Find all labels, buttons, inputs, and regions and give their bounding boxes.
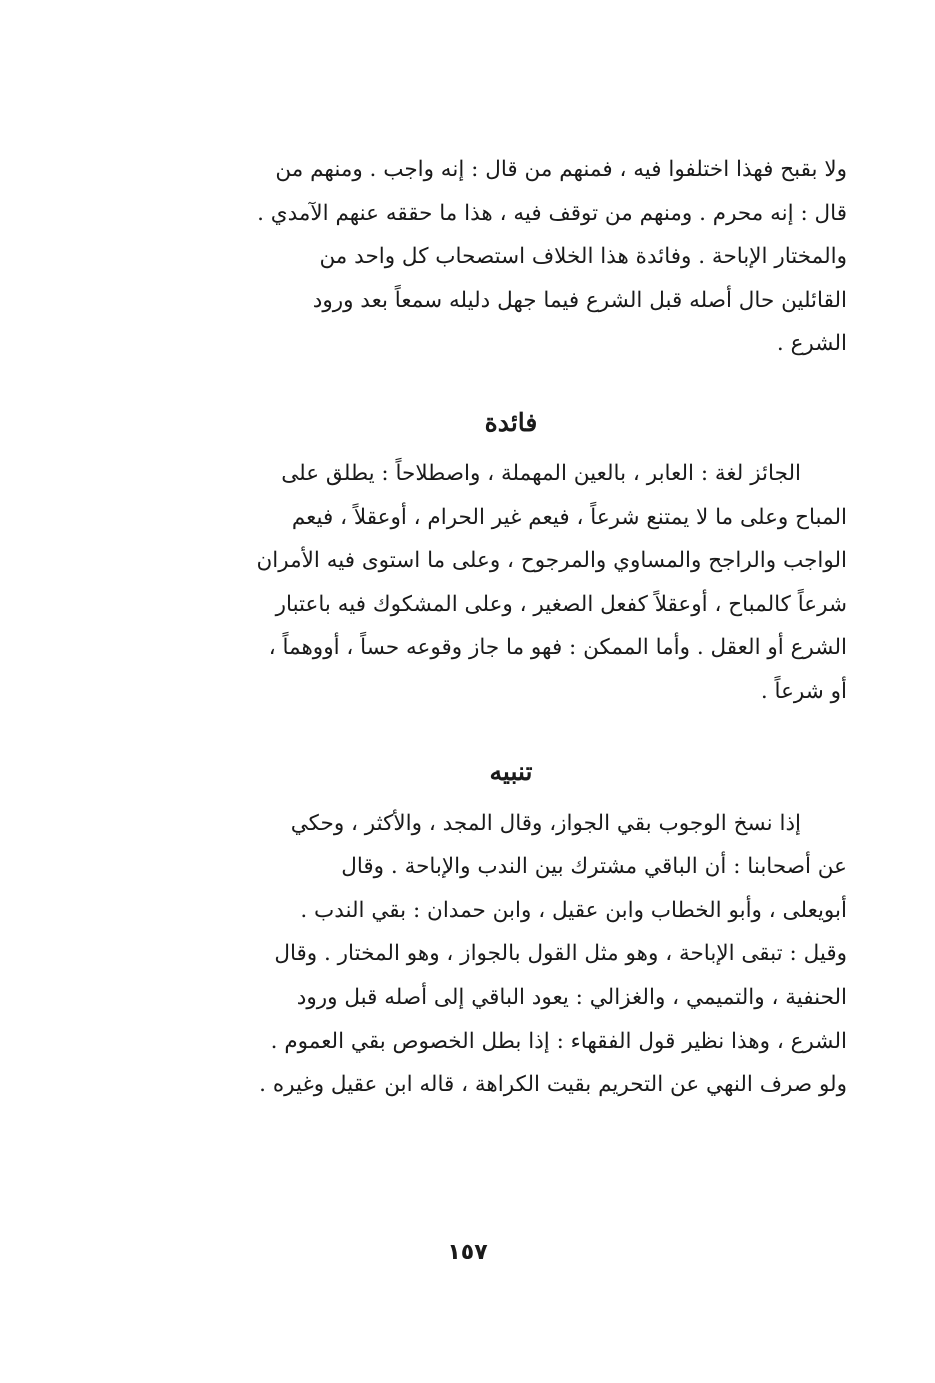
text-line: أو شرعاً . <box>760 678 847 704</box>
paragraph-intro <box>175 148 847 366</box>
text-line: الواجب والراجح والمساوي والمرجوح ، وعلى ما استوى فيه الأمران <box>256 548 847 574</box>
section-heading-tanbih: تنبيه <box>489 756 533 786</box>
text-line: الشرع . <box>776 331 847 357</box>
paragraph-naskh <box>175 802 847 1107</box>
text-line: قال : إنه محرم . ومنهم من توقف فيه ، هذا ما حققه عنهم الآمدي . <box>257 200 847 226</box>
page-number: ١٥٧ <box>447 1240 488 1265</box>
section-heading-faida: فائدة <box>484 407 538 437</box>
text-line: القائلين حال أصله قبل الشرع فيما جهل دليله سمعاً بعد ورود <box>312 287 847 313</box>
text-line: الشرع ، وهذا نظير قول الفقهاء : إذا بطل الخصوص بقي العموم . <box>270 1028 847 1054</box>
text-line: أبويعلى ، وأبو الخطاب وابن عقيل ، وابن حمدان : بقي الندب . <box>300 897 847 923</box>
text-line: والمختار الإباحة . وفائدة هذا الخلاف استصحاب كل واحد من <box>319 244 847 270</box>
text-line: الشرع أو العقل . وأما الممكن : فهو ما جاز وقوعه حساً ، أووهماً ، <box>268 635 847 661</box>
text-line: وقيل : تبقى الإباحة ، وهو مثل القول بالجواز ، وهو المختار . وقال <box>274 941 847 967</box>
text-line: ولا بقبح فهذا اختلفوا فيه ، فمنهم من قال : إنه واجب . ومنهم من <box>275 157 847 182</box>
text-line: الجائز لغة : العابر ، بالعين المهملة ، واصطلاحاً : يطلق على <box>281 460 801 486</box>
text-line: إذا نسخ الوجوب بقي الجواز، وقال المجد ، والأكثر ، وحكي <box>290 810 801 836</box>
paragraph-jaiz <box>175 452 847 714</box>
text-line: عن أصحابنا : أن الباقي مشترك بين الندب والإباحة . وقال <box>341 854 847 880</box>
text-line: المباح وعلى ما لا يمتنع شرعاً ، فيعم غير الحرام ، أوعقلاً ، فيعم <box>291 504 847 530</box>
page-body <box>175 148 847 1107</box>
text-line: ولو صرف النهي عن التحريم بقيت الكراهة ، قاله ابن عقيل وغيره . <box>259 1072 847 1098</box>
text-line: الحنفية ، والتميمي ، والغزالي : يعود الباقي إلى أصله قبل ورود <box>296 984 847 1010</box>
text-line: شرعاً كالمباح ، أوعقلاً كفعل الصغير ، وعلى المشكوك فيه باعتبار <box>275 591 847 617</box>
